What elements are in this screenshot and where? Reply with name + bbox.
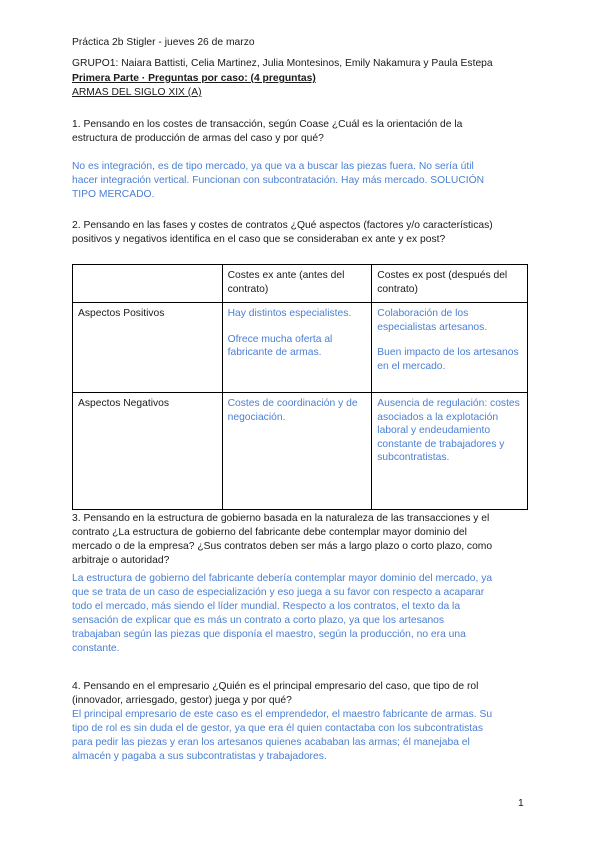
cell-negative-ex-post: Ausencia de regulación: costes asociados a la explotación laboral y endeudamiento constante de trabajadores y subcontratistas. (372, 393, 528, 510)
answer-4-line: almacén y pagaba a sus subcontratistas y trabajadores. (72, 751, 327, 762)
answer-1-line: TIPO MERCADO. (72, 189, 155, 200)
cell-text: Colaboración de los especialistas artesanos. (377, 308, 488, 333)
question-2-line: 2. Pensando en las fases y costes de contratos ¿Qué aspectos (factores y/o características) (72, 220, 493, 231)
answer-3-line: trabajaban según las piezas que disponía el maestro, según la producción, no era una (72, 629, 466, 640)
table-header-ex-post: Costes ex post (después del contrato) (372, 265, 528, 303)
question-1-line: 1. Pensando en los costes de transacción, según Coase ¿Cuál es la orientación de la (72, 119, 463, 130)
answer-3-line: todo el mercado, más siendo el líder mundial. Respecto a los contratos, el texto da la (72, 601, 461, 612)
row-label-negative: Aspectos Negativos (73, 393, 223, 510)
answer-3-line: La estructura de gobierno del fabricante debería contemplar mayor dominio del mercado, ya (72, 573, 493, 584)
question-3-line: contrato ¿La estructura de gobierno del fabricante debe contemplar mayor dominio del (72, 527, 467, 538)
answer-1 (72, 160, 528, 202)
part-title: Primera Parte · Preguntas por caso: (4 preguntas) (72, 73, 316, 84)
table-row-positive (73, 303, 528, 393)
question-2 (72, 219, 528, 247)
row-label-positive: Aspectos Positivos (73, 303, 223, 393)
answer-3-line: constante. (72, 643, 120, 654)
answer-3-line: sensación de explicar que es más un contrato a corto plazo, ya que los artesanos (72, 615, 445, 626)
question-1-line: estructura de producción de armas del caso y por qué? (72, 133, 324, 144)
group-text: GRUPO1: Naiara Battisti, Celia Martinez, Julia Montesinos, Emily Nakamura y Paula Estepa (72, 58, 493, 69)
question-3 (72, 512, 528, 568)
question-1 (72, 118, 528, 146)
practice-line: Práctica 2b Stigler - jueves 26 de marzo (72, 37, 255, 48)
answer-3 (72, 572, 528, 656)
question-2-line: positivos y negativos identifica en el caso que se consideraban ex ante y ex post? (72, 234, 446, 245)
question-3-line: 3. Pensando en la estructura de gobierno basada en la naturaleza de las transacciones y el (72, 513, 490, 524)
question-4-line: 4. Pensando en el empresario ¿Quién es el principal empresario del caso, que tipo de rol (72, 681, 479, 692)
cell-text: Ofrece mucha oferta al fabricante de armas. (227, 333, 333, 358)
answer-4-line: tipo de rol es sin duda el de gestor, ya que era él quien contactaba con los subcontratistas (72, 723, 483, 734)
table-header-row (73, 265, 528, 303)
answer-1-line: No es integración, es de tipo mercado, ya que va a buscar las piezas fuera. No sería útil (72, 161, 474, 172)
case-title: ARMAS DEL SIGLO XIX (A) (72, 87, 202, 98)
question-3-line: arbitraje o autoridad? (72, 555, 170, 566)
table-row-negative (73, 393, 528, 510)
table-header-blank (73, 265, 223, 303)
question-4 (72, 680, 528, 708)
costs-table (72, 264, 528, 510)
question-4-line: (innovador, arriesgado, gestor) juega y por qué? (72, 695, 292, 706)
cell-positive-ex-ante (222, 303, 372, 393)
answer-4-line: para pedir las piezas y eran los artesanos quienes acababan las armas; él manejaba el (72, 737, 470, 748)
answer-3-line: que se trata de un caso de especialización y eso juega a su favor con respecto a acaparar (72, 587, 485, 598)
cell-positive-ex-post (372, 303, 528, 393)
question-3-line: mercado o de la empresa? ¿Sus contratos deben ser más a largo plazo o corto plazo, como (72, 541, 493, 552)
cell-negative-ex-ante: Costes de coordinación y de negociación. (222, 393, 372, 510)
answer-1-line: hacer integración vertical. Funcionan con subcontratación. Hay más mercado. SOLUCIÓN (72, 175, 485, 186)
cell-text: Buen impacto de los artesanos en el mercado. (377, 347, 519, 372)
answer-4 (72, 708, 528, 764)
page-number: 1 (518, 798, 524, 809)
group-line (72, 57, 528, 71)
answer-4-line: El principal empresario de este caso es el emprendedor, el maestro fabricante de armas. Su (72, 709, 493, 720)
cell-text: Hay distintos especialistes. (227, 308, 352, 319)
table-header-ex-ante: Costes ex ante (antes del contrato) (222, 265, 372, 303)
